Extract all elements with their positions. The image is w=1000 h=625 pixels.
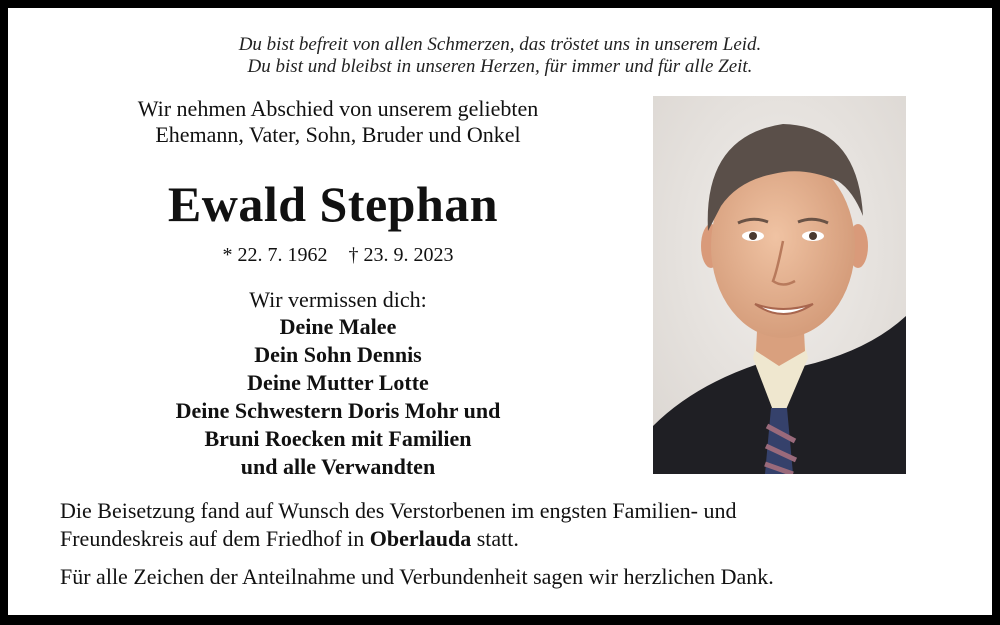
- funeral-text: Freundeskreis auf dem Friedhof in: [60, 526, 370, 551]
- mourner-line: Deine Malee: [279, 314, 397, 339]
- mourner-line: Deine Mutter Lotte: [247, 370, 429, 395]
- mourner-line: Deine Schwestern Doris Mohr und: [175, 398, 501, 423]
- deceased-name: Ewald Stephan: [167, 176, 499, 232]
- poem-line-2: Du bist und bleibst in unseren Herzen, für immer und für alle Zeit.: [247, 56, 753, 77]
- birth-date: * 22. 7. 1962: [222, 244, 328, 266]
- life-dates: [148, 242, 528, 268]
- death-date: † 23. 9. 2023: [348, 244, 454, 266]
- mourner-line: Dein Sohn Dennis: [254, 342, 422, 367]
- thanks-line: Für alle Zeichen der Anteilnahme und Verbundenheit sagen wir herzlichen Dank.: [60, 564, 774, 589]
- mourners-heading: Wir vermissen dich:: [249, 287, 427, 312]
- funeral-line-1: Die Beisetzung fand auf Wunsch des Verstorbenen im engsten Familien- und: [60, 498, 737, 523]
- funeral-line-2: [60, 525, 960, 553]
- obituary-notice: [8, 8, 992, 615]
- funeral-place: Oberlauda: [369, 526, 472, 551]
- portrait-photo: [653, 96, 906, 474]
- intro-line-2: Ehemann, Vater, Sohn, Bruder und Onkel: [155, 122, 521, 147]
- intro-line-1: Wir nehmen Abschied von unserem geliebten: [137, 96, 539, 121]
- mourners-list: [98, 313, 578, 481]
- poem-line-1: Du bist befreit von allen Schmerzen, das tröstet uns in unserem Leid.: [238, 34, 762, 55]
- portrait-illustration: [653, 96, 906, 474]
- mourner-line: Bruni Roecken mit Familien: [204, 426, 472, 451]
- mourner-line: und alle Verwandten: [240, 454, 436, 479]
- funeral-text-end: statt.: [471, 526, 519, 551]
